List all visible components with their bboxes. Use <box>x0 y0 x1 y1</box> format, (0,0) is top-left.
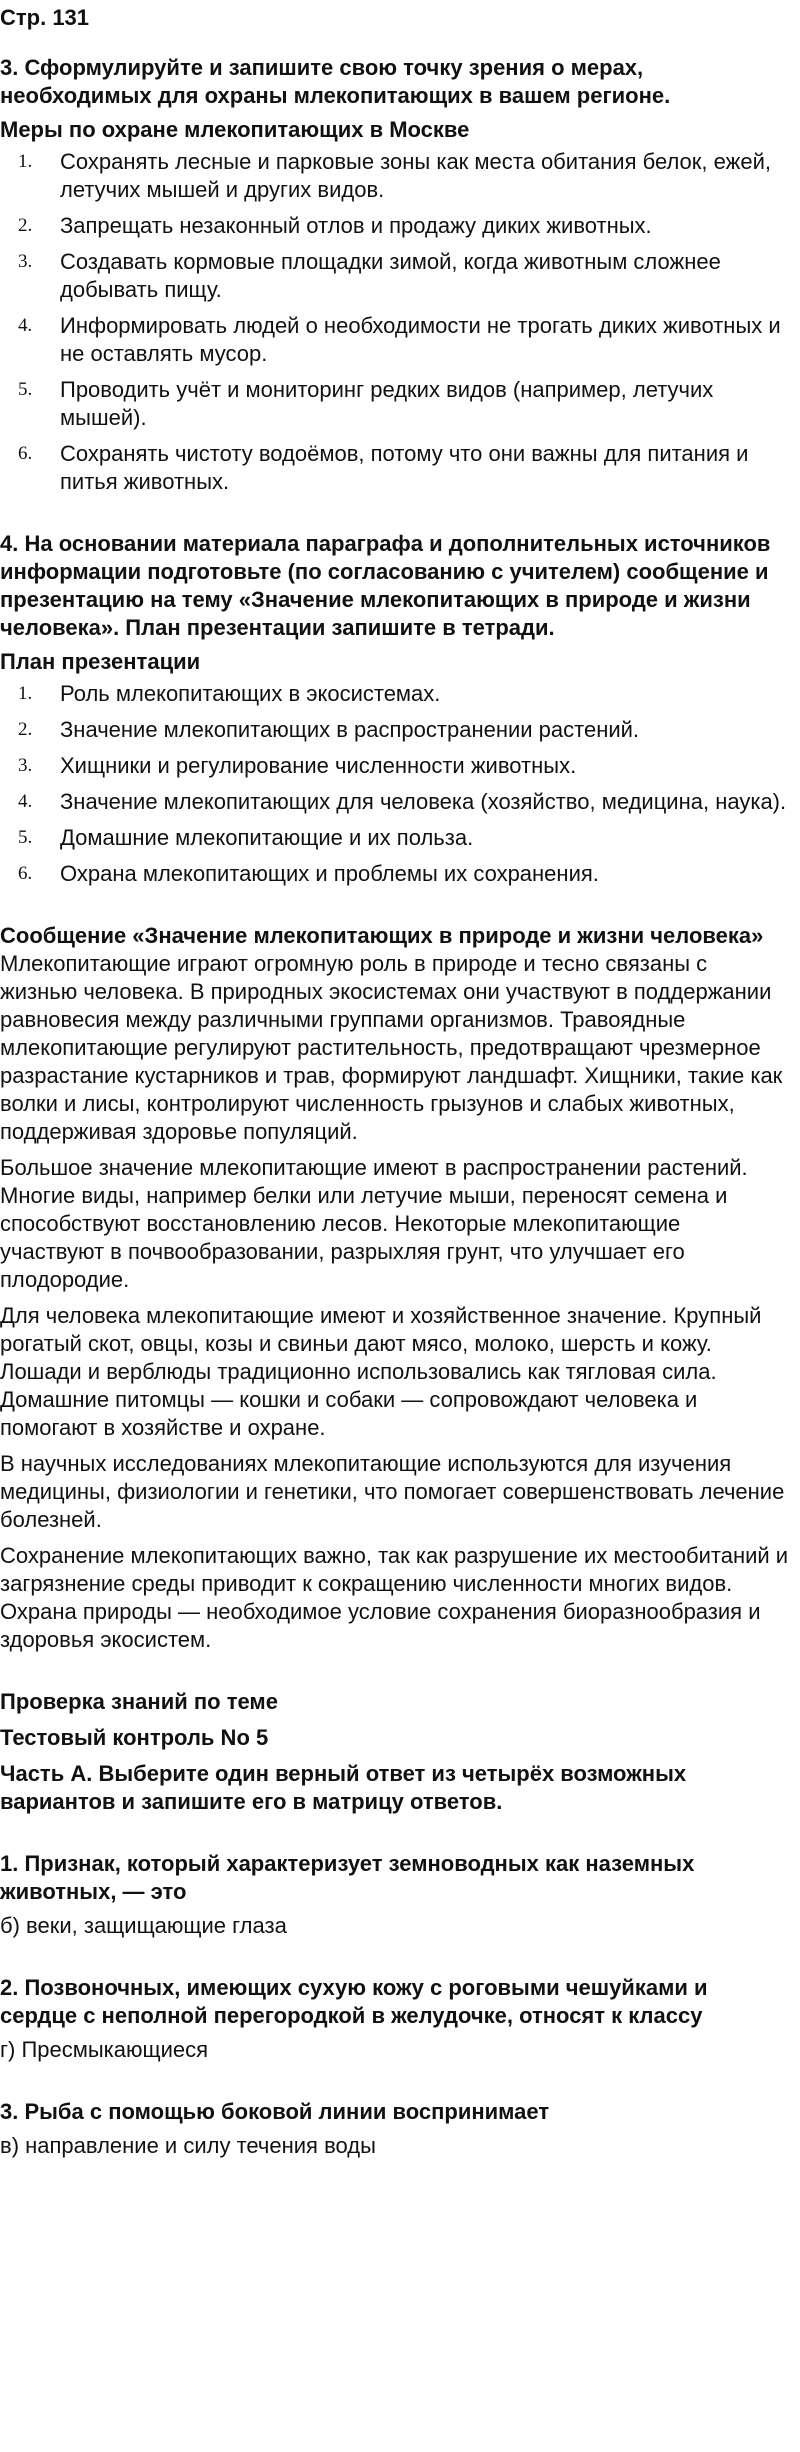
test-question <box>0 2098 790 2160</box>
list-item <box>0 788 790 816</box>
item-text: Информировать людей о необходимости не трогать диких животных и не оставлять мусор. <box>60 313 781 366</box>
item-number: 2. <box>18 719 33 740</box>
list-item <box>0 440 790 496</box>
answer-text: в) направление и силу течения воды <box>0 2133 376 2158</box>
test-question <box>0 1850 790 1940</box>
item-text: Запрещать незаконный отлов и продажу диких животных. <box>60 213 652 238</box>
item-text: Сохранять чистоту водоёмов, потому что они важны для питания и питья животных. <box>60 441 749 494</box>
test-section <box>0 1688 790 2160</box>
list-item <box>0 212 790 240</box>
item-text: Хищники и регулирование численности животных. <box>60 753 577 778</box>
item-text: Проводить учёт и мониторинг редких видов (например, летучих мышей). <box>60 377 714 430</box>
item-text: Сохранять лесные и парковые зоны как места обитания белок, ежей, летучих мышей и других видов. <box>60 149 771 202</box>
item-number: 6. <box>18 863 33 884</box>
list-item <box>0 248 790 304</box>
list-item <box>0 148 790 204</box>
measures-list <box>0 148 790 496</box>
list-item <box>0 860 790 888</box>
item-text: Домашние млекопитающие и их польза. <box>60 825 474 850</box>
list-item <box>0 716 790 744</box>
item-text: Роль млекопитающих в экосистемах. <box>60 681 441 706</box>
message-paragraph: Сохранение млекопитающих важно, так как разрушение их местообитаний и загрязнение среды приводит к сокращению численности многих видов. Охрана природы — необходимое условие сохранения биоразнообразия и здоровья экосистем. <box>0 1543 789 1652</box>
item-text: Охрана млекопитающих и проблемы их сохранения. <box>60 861 599 886</box>
measures-subtitle: Меры по охране млекопитающих в Москве <box>0 117 470 142</box>
item-number: 3. <box>18 755 33 776</box>
question-text: 2. Позвоночных, имеющих сухую кожу с роговыми чешуйками и сердце с неполной перегородкой в желудочке, относят к классу <box>0 1975 708 2028</box>
item-text: Значение млекопитающих в распространении растений. <box>60 717 640 742</box>
list-item <box>0 376 790 432</box>
message-paragraph: Для человека млекопитающие имеют и хозяйственное значение. Крупный рогатый скот, овцы, козы и свиньи дают мясо, молоко, шерсть и кожу. Лошади и верблюды традиционно использовались как тягловая сила. Домашние питомцы — кошки и собаки — сопровождают человека и помогают в хозяйстве и охране. <box>0 1303 762 1440</box>
message-paragraph: Большое значение млекопитающие имеют в распространении растений. Многие виды, например белки или летучие мыши, переносят семена и способствуют восстановлению лесов. Некоторые млекопитающие участвуют в почвообразовании, разрыхляя грунт, что улучшает его плодородие. <box>0 1155 748 1292</box>
plan-subtitle: План презентации <box>0 649 201 674</box>
part-a-instructions: Часть А. Выберите один верный ответ из четырёх возможных вариантов и запишите его в матрицу ответов. <box>0 1761 687 1814</box>
item-number: 5. <box>18 379 33 400</box>
item-number: 3. <box>18 251 33 272</box>
list-item <box>0 824 790 852</box>
question-4-title: 4. На основании материала параграфа и дополнительных источников информации подготовьте (по согласованию с учителем) сообщение и презентацию на тему «Значение млекопитающих в природе и жизни человека». План презентации запишите в тетради. <box>0 531 771 640</box>
item-number: 6. <box>18 443 33 464</box>
question-3-section <box>0 54 790 496</box>
question-4-section <box>0 530 790 888</box>
item-number: 4. <box>18 791 33 812</box>
answer-text: б) веки, защищающие глаза <box>0 1913 287 1938</box>
item-number: 1. <box>18 683 33 704</box>
answer-text: г) Пресмыкающиеся <box>0 2037 209 2062</box>
page-number: Стр. 131 <box>0 5 90 30</box>
item-number: 1. <box>18 151 33 172</box>
test-section-title: Проверка знаний по теме <box>0 1689 278 1714</box>
question-3-title: 3. Сформулируйте и запишите свою точку зрения о мерах, необходимых для охраны млекопитающих в вашем регионе. <box>0 55 671 108</box>
message-paragraph: Млекопитающие играют огромную роль в природе и тесно связаны с жизнью человека. В природных экосистемах они участвуют в поддержании равновесия между различными группами организмов. Травоядные млекопитающие регулируют растительность, предотвращают чрезмерное разрастание кустарников и трав, формируют ландшафт. Хищники, такие как волки и лисы, контролируют численность грызунов и слабых животных, поддерживая здоровье популяций. <box>0 951 783 1144</box>
test-control-title: Тестовый контроль No 5 <box>0 1725 269 1750</box>
question-text: 3. Рыба с помощью боковой линии воспринимает <box>0 2099 550 2124</box>
list-item <box>0 312 790 368</box>
item-number: 4. <box>18 315 33 336</box>
plan-list <box>0 680 790 888</box>
question-text: 1. Признак, который характеризует земноводных как наземных животных, — это <box>0 1851 695 1904</box>
list-item <box>0 680 790 708</box>
test-question <box>0 1974 790 2064</box>
item-number: 2. <box>18 215 33 236</box>
message-section <box>0 922 790 1654</box>
list-item <box>0 752 790 780</box>
item-number: 5. <box>18 827 33 848</box>
item-text: Значение млекопитающих для человека (хозяйство, медицина, наука). <box>60 789 787 814</box>
item-text: Создавать кормовые площадки зимой, когда животным сложнее добывать пищу. <box>60 249 721 302</box>
message-title: Сообщение «Значение млекопитающих в природе и жизни человека» <box>0 923 764 948</box>
message-paragraph: В научных исследованиях млекопитающие используются для изучения медицины, физиологии и генетики, что помогает совершенствовать лечение болезней. <box>0 1451 785 1532</box>
